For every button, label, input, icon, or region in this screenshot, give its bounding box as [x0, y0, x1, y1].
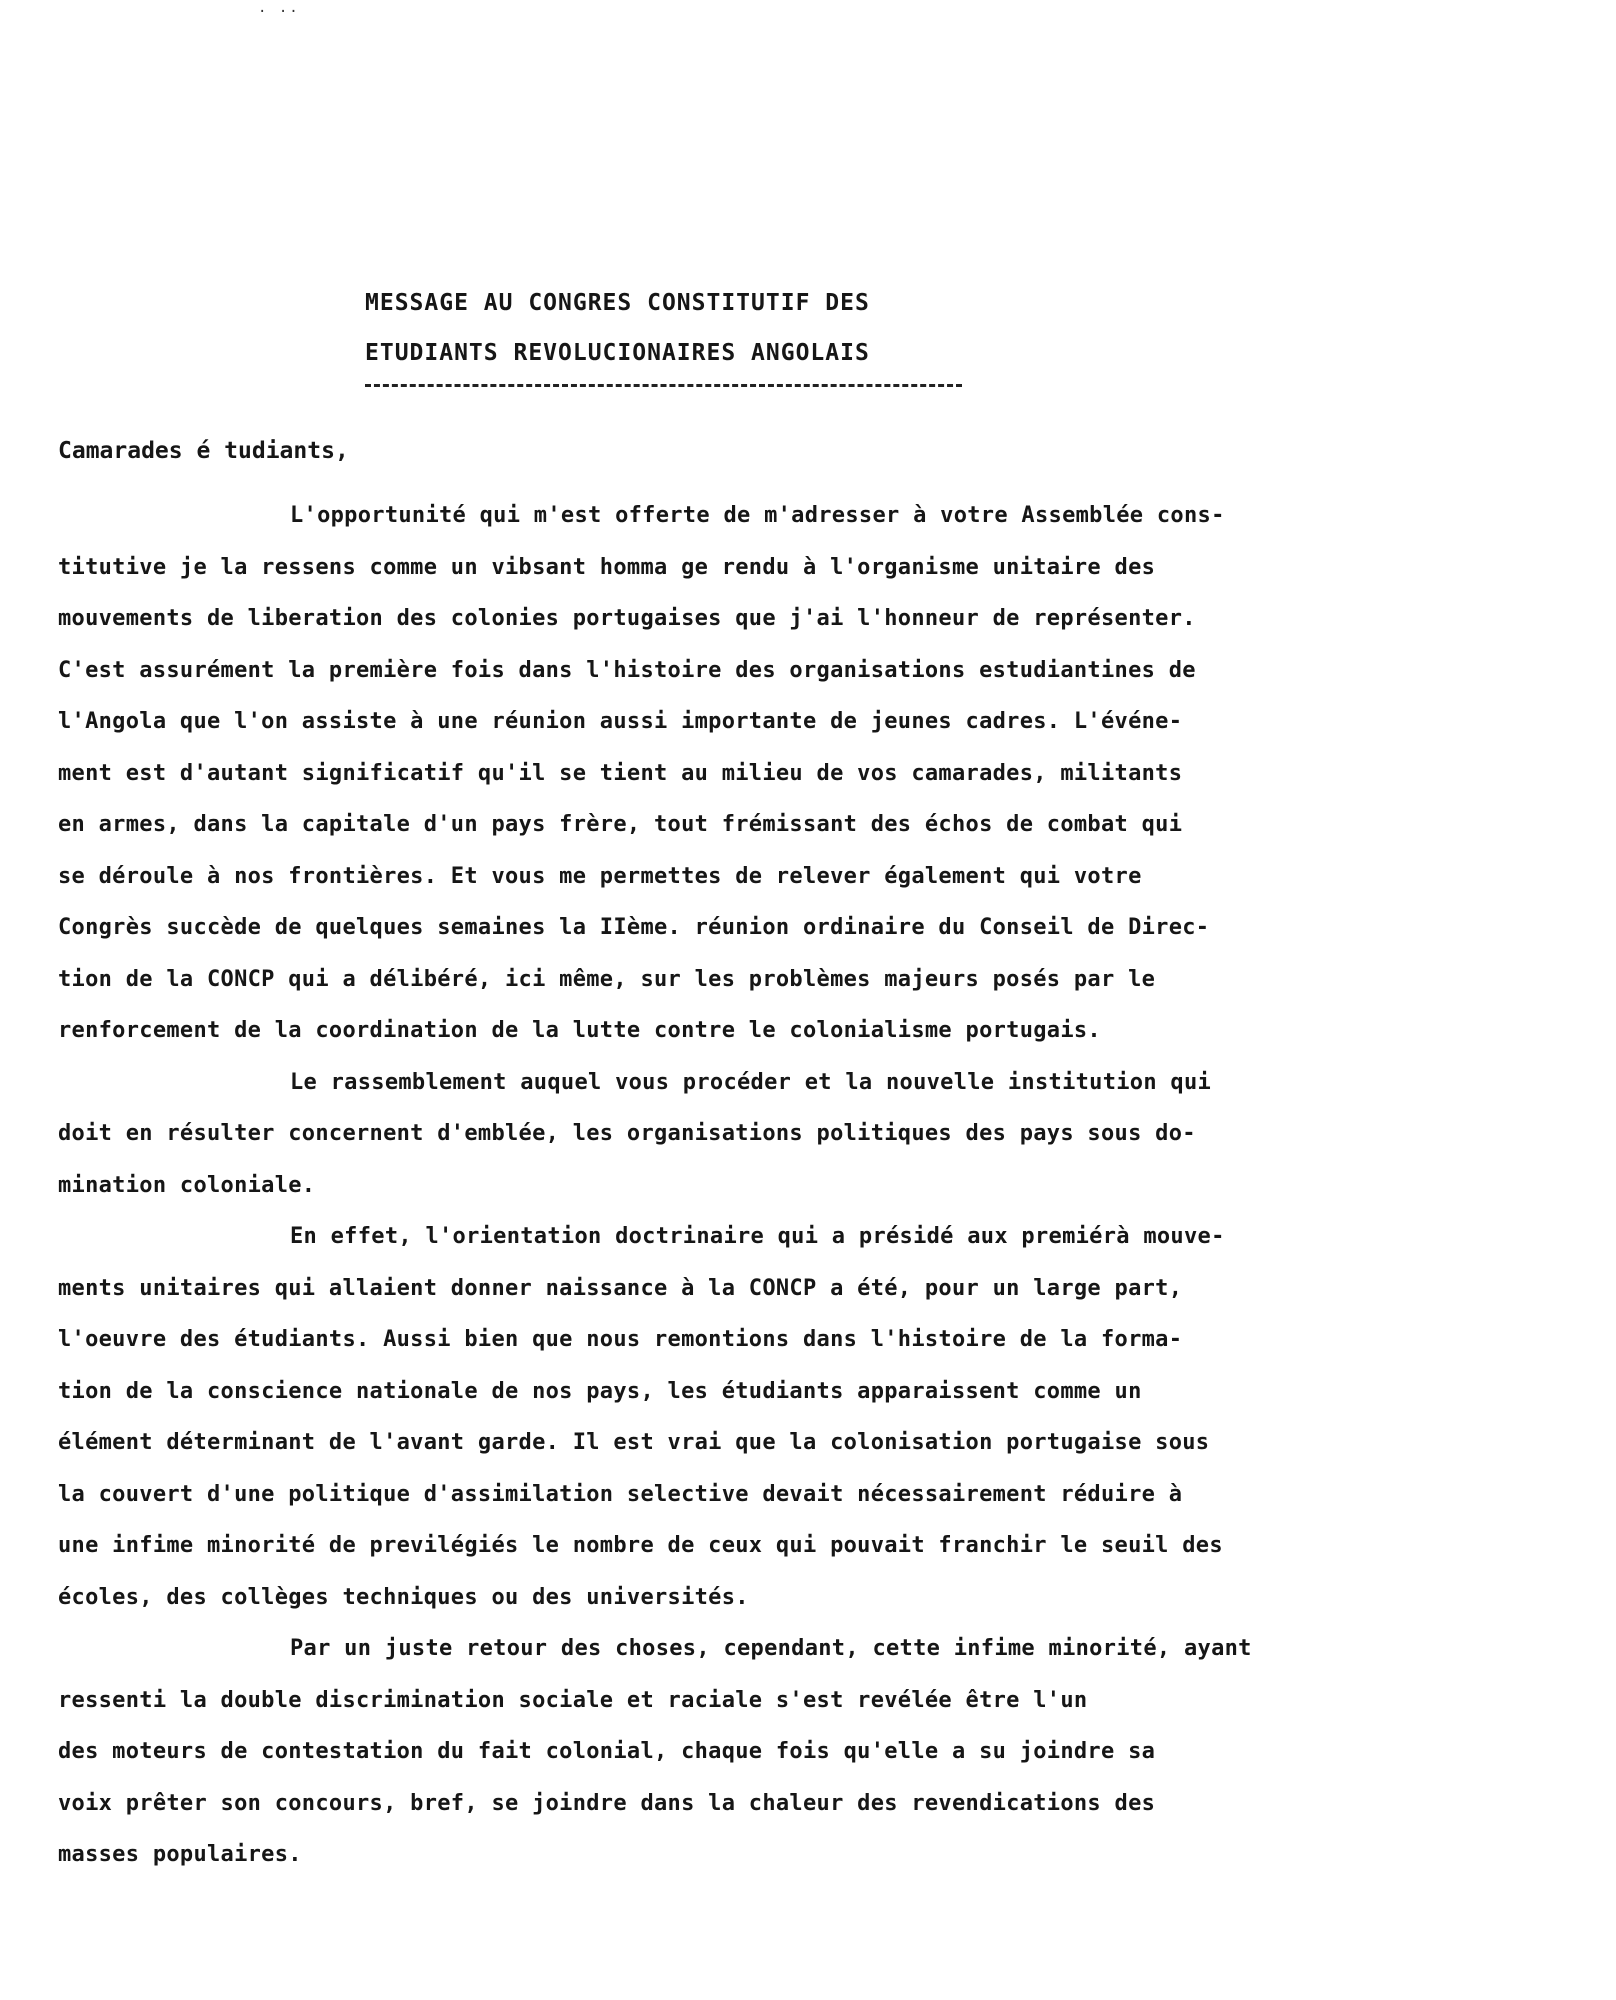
body-line: écoles, des collèges techniques ou des universités. [58, 1584, 749, 1610]
body-line: élément déterminant de l'avant garde. Il est vrai que la colonisation portugaise sous [58, 1430, 1210, 1455]
body-line: doit en résulter concernent d'emblée, les organisations politiques des pays sous do- [58, 1121, 1196, 1146]
body-line: masses populaires. [58, 1842, 302, 1867]
letter-body [58, 490, 1558, 1881]
body-line: voix prêter son concours, bref, se joindre dans la chaleur des revendications des [58, 1790, 1156, 1816]
body-line: une infime minorité de previlégiés le nombre de ceux qui pouvait franchir le seuil des [58, 1533, 1223, 1558]
body-line: Congrès succède de quelques semaines la IIème. réunion ordinaire du Conseil de Direc- [58, 915, 1210, 940]
body-line: ment est d'autant significatif qu'il se tient au milieu de vos camarades, militants [58, 760, 1183, 786]
document-title [365, 278, 985, 387]
body-line: l'Angola que l'on assiste à une réunion aussi importante de jeunes cadres. L'événe- [58, 709, 1183, 734]
body-line: mouvements de liberation des colonies portugaises que j'ai l'honneur de représenter. [58, 606, 1196, 631]
title-line-2: ETUDIANTS REVOLUCIONAIRES ANGOLAIS [365, 340, 870, 366]
body-line: ressenti la double discrimination sociale et raciale s'est revélée être l'un [58, 1687, 1088, 1713]
body-line: renforcement de la coordination de la lutte contre le colonialisme portugais. [58, 1018, 1101, 1043]
body-line: se déroule à nos frontières. Et vous me permettes de relever également qui votre [58, 863, 1142, 889]
body-line: titutive je la ressens comme un vibsant homma ge rendu à l'organisme unitaire des [58, 554, 1156, 580]
body-line: mination coloniale. [58, 1172, 316, 1198]
scan-specks: · ·· [258, 4, 300, 20]
body-line: C'est assurément la première fois dans l'histoire des organisations estudiantines de [58, 657, 1196, 683]
body-line: tion de la conscience nationale de nos pays, les étudiants apparaissent comme un [58, 1378, 1142, 1404]
body-line: en armes, dans la capitale d'un pays frère, tout frémissant des échos de combat qui [58, 812, 1183, 837]
body-line: L'opportunité qui m'est offerte de m'adresser à votre Assemblée cons- [290, 503, 1225, 528]
body-line: ments unitaires qui allaient donner naissance à la CONCP a été, pour un large part, [58, 1275, 1183, 1301]
title-underline [365, 384, 962, 387]
salutation: Camarades é tudiants, [58, 438, 349, 464]
body-line: Le rassemblement auquel vous procéder et la nouvelle institution qui [290, 1069, 1212, 1095]
body-line: Par un juste retour des choses, cependant, cette infime minorité, ayant [290, 1636, 1252, 1661]
body-line: des moteurs de contestation du fait colonial, chaque fois qu'elle a su joindre sa [58, 1739, 1156, 1764]
body-line: la couvert d'une politique d'assimilation selective devait nécessairement réduire à [58, 1481, 1183, 1507]
body-line: tion de la CONCP qui a délibéré, ici même, sur les problèmes majeurs posés par le [58, 966, 1156, 992]
body-line: l'oeuvre des étudiants. Aussi bien que nous remontions dans l'histoire de la forma- [58, 1327, 1183, 1352]
title-line-1: MESSAGE AU CONGRES CONSTITUTIF DES [365, 290, 870, 316]
body-line: En effet, l'orientation doctrinaire qui a présidé aux premiérà mouve- [290, 1224, 1225, 1249]
